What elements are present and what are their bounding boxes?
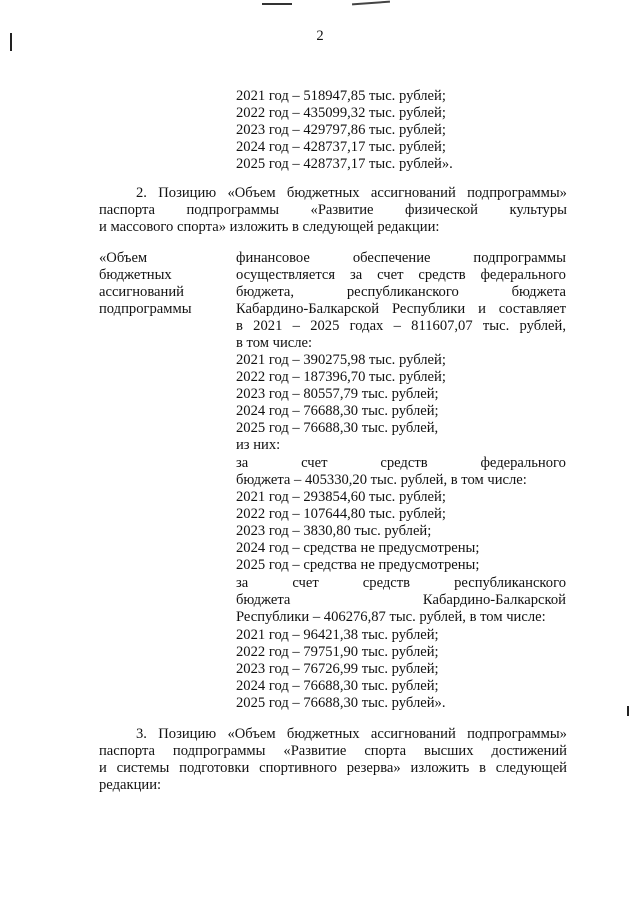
word: и [478, 301, 486, 317]
table-left-line-4: подпрограммы [99, 301, 192, 317]
word: и [99, 760, 107, 776]
scan-artifact-top-left [262, 3, 292, 5]
word: за [236, 455, 249, 471]
table-left-line-2: бюджетных [99, 267, 172, 283]
word: в [236, 318, 243, 334]
word: бюджета, [236, 284, 295, 300]
word: системы [116, 760, 170, 776]
republic-year-2023: 2023 год – 76726,99 тыс. рублей; [236, 661, 439, 677]
word: ассигнований [370, 726, 456, 742]
top-list-line-5: 2025 год – 428737,17 тыс. рублей». [236, 156, 453, 172]
top-list-line-4: 2024 год – 428737,17 тыс. рублей; [236, 139, 446, 155]
republic-heading [236, 575, 566, 592]
word: средств [418, 267, 466, 283]
word: физической [405, 202, 478, 218]
word: 2025 [310, 318, 340, 334]
page-number: 2 [316, 28, 324, 44]
word: спорта [364, 743, 407, 759]
republic-year-2024: 2024 год – 76688,30 тыс. рублей; [236, 678, 439, 694]
table-left-line-3: ассигнований [99, 284, 184, 300]
total-year-2021: 2021 год – 390275,98 тыс. рублей; [236, 352, 446, 368]
total-year-2025: 2025 год – 76688,30 тыс. рублей, [236, 420, 439, 436]
word: 3. [136, 726, 147, 742]
para3-line-3 [99, 760, 567, 777]
federal-year-2024: 2024 год – средства не предусмотрены; [236, 540, 480, 556]
total-year-2022: 2022 год – 187396,70 тыс. рублей; [236, 369, 446, 385]
word: «Объем [227, 185, 276, 201]
word: федерального [480, 267, 566, 283]
word: рублей, [519, 318, 566, 334]
word: тыс. [482, 318, 510, 334]
para2-line-3: и массового спорта» изложить в следующей редакции: [99, 219, 440, 235]
table-intro-line-1 [236, 250, 566, 267]
of-them-label: из них: [236, 437, 281, 453]
word: 2021 [253, 318, 283, 334]
table-intro-line-6: в том числе: [236, 335, 313, 351]
para3-line-1 [136, 726, 567, 743]
word: достижений [491, 743, 567, 759]
word: – [393, 318, 401, 334]
word: обеспечение [352, 250, 431, 266]
word: ассигнований [370, 185, 456, 201]
word: изложить [410, 760, 470, 776]
total-year-2024: 2024 год – 76688,30 тыс. рублей; [236, 403, 439, 419]
word: резерва» [346, 760, 401, 776]
federal-year-2022: 2022 год – 107644,80 тыс. рублей; [236, 506, 446, 522]
word: паспорта [99, 743, 156, 759]
word: подпрограммы» [467, 726, 567, 742]
word: за [236, 575, 249, 591]
word: бюджетных [286, 726, 360, 742]
word: подпрограммы [473, 250, 566, 266]
word: бюджета [236, 592, 291, 608]
table-intro-line-4 [236, 301, 566, 318]
word: республиканского [454, 575, 566, 591]
republic-year-2021: 2021 год – 96421,38 тыс. рублей; [236, 627, 439, 643]
para2-line-1 [136, 185, 567, 202]
word: счет [292, 575, 319, 591]
word: 2. [136, 185, 147, 201]
para2-line-2 [99, 202, 567, 219]
scan-artifact-top-right [352, 1, 390, 6]
republic-year-2025: 2025 год – 76688,30 тыс. рублей». [236, 695, 446, 711]
word: республиканского [346, 284, 459, 300]
word: Кабардино-Балкарской [422, 592, 566, 608]
word: подпрограммы [186, 202, 280, 218]
federal-year-2025: 2025 год – средства не предусмотрены; [236, 557, 480, 573]
word: бюджетных [286, 185, 360, 201]
word: годах [349, 318, 384, 334]
word: федерального [480, 455, 566, 471]
word: бюджета [511, 284, 566, 300]
word: финансовое [236, 250, 310, 266]
table-intro-line-5 [236, 318, 566, 335]
federal-total: бюджета – 405330,20 тыс. рублей, в том числе: [236, 472, 527, 488]
word: следующей [495, 760, 567, 776]
table-left-line-1: «Объем [99, 250, 148, 266]
word: подпрограммы [172, 743, 266, 759]
word: Позицию [158, 726, 217, 742]
word: – [292, 318, 300, 334]
federal-year-2023: 2023 год – 3830,80 тыс. рублей; [236, 523, 432, 539]
total-year-2023: 2023 год – 80557,79 тыс. рублей; [236, 386, 439, 402]
word: Республики [391, 301, 466, 317]
federal-heading [236, 455, 566, 472]
table-intro-line-2 [236, 267, 566, 284]
word: 811607,07 [411, 318, 473, 334]
word: составляет [498, 301, 566, 317]
republic-heading-line-2 [236, 592, 566, 609]
top-list-line-2: 2022 год – 435099,32 тыс. рублей; [236, 105, 446, 121]
word: счет [377, 267, 404, 283]
word: средств [362, 575, 411, 591]
republic-year-2022: 2022 год – 79751,90 тыс. рублей; [236, 644, 439, 660]
word: «Объем [227, 726, 276, 742]
word: за [349, 267, 363, 283]
scan-artifact-right-edge [627, 706, 629, 716]
para3-line-4: редакции: [99, 777, 162, 793]
word: спортивного [259, 760, 337, 776]
word: подпрограммы» [467, 185, 567, 201]
word: «Развитие [310, 202, 374, 218]
word: средств [380, 455, 428, 471]
word: высших [423, 743, 474, 759]
word: подготовки [179, 760, 250, 776]
republic-total: Республики – 406276,87 тыс. рублей, в том числе: [236, 609, 546, 625]
word: в [479, 760, 486, 776]
word: Кабардино-Балкарской [236, 301, 380, 317]
federal-year-2021: 2021 год – 293854,60 тыс. рублей; [236, 489, 446, 505]
word: Позицию [158, 185, 217, 201]
word: культуры [509, 202, 567, 218]
table-intro-line-3 [236, 284, 566, 301]
word: осуществляется [236, 267, 336, 283]
word: паспорта [99, 202, 156, 218]
top-list-line-3: 2023 год – 429797,86 тыс. рублей; [236, 122, 446, 138]
word: «Развитие [283, 743, 347, 759]
word: счет [301, 455, 328, 471]
top-list-line-1: 2021 год – 518947,85 тыс. рублей; [236, 88, 446, 104]
para3-line-2 [99, 743, 567, 760]
